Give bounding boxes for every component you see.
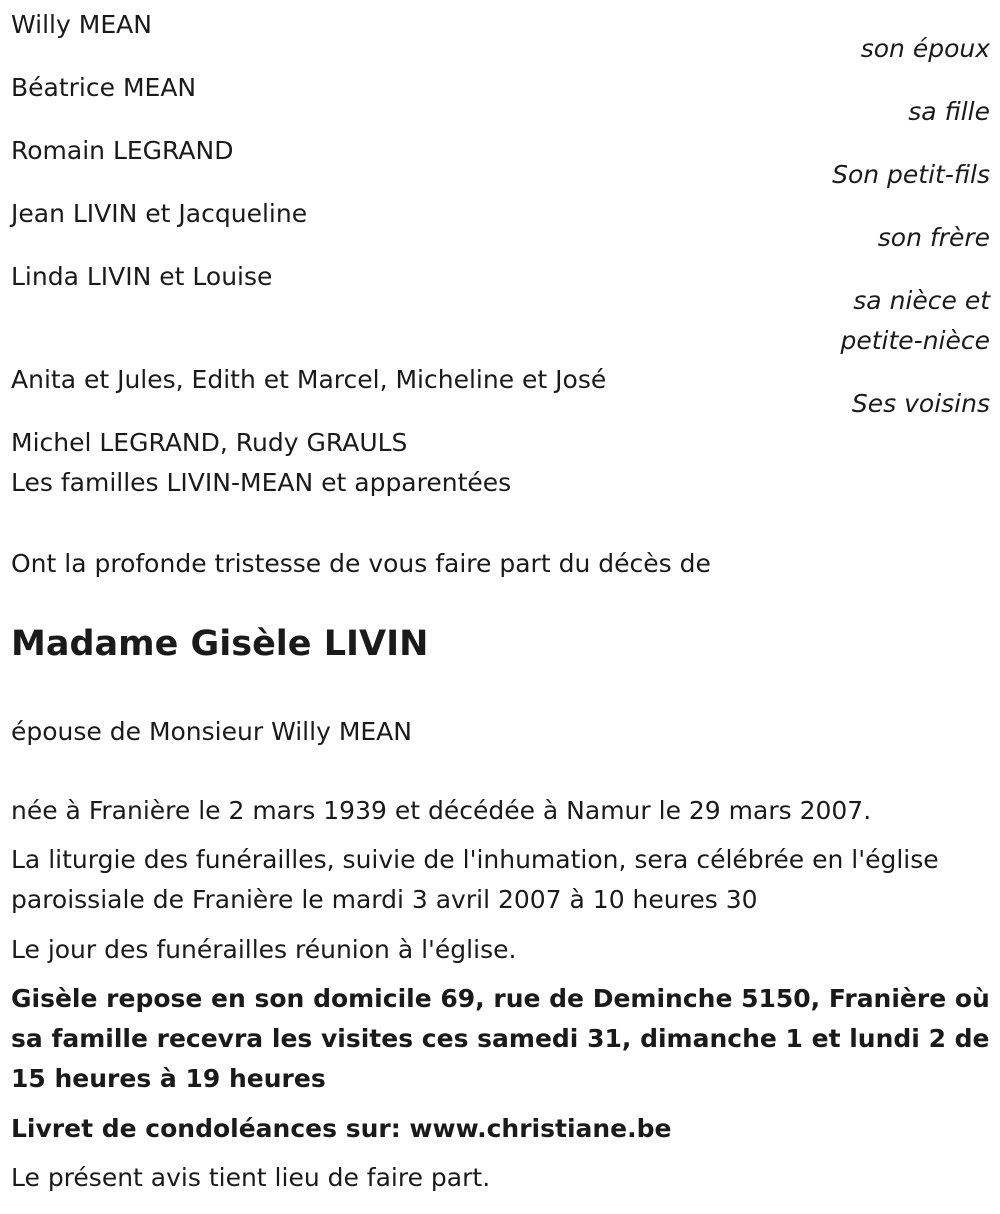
family-name-3: Romain LEGRAND [11,136,234,165]
family-name-1: Willy MEAN [11,10,152,39]
spouse-line: épouse de Monsieur Willy MEAN [11,717,412,746]
relation-5-line-1: sa nièce et [853,286,990,315]
meeting: Le jour des funérailles réunion à l'église. [11,935,517,964]
birth-death: née à Franière le 2 mars 1939 et décédée à Namur le 29 mars 2007. [11,796,872,825]
relation-2: sa fille [908,97,990,126]
family-name-8: Les familles LIVIN-MEAN et apparentées [11,468,512,497]
relation-5-line-2: petite-nièce [840,326,990,355]
family-name-2: Béatrice MEAN [11,73,197,102]
announcement: Ont la profonde tristesse de vous faire part du décès de [11,549,711,578]
liturgy: La liturgie des funérailles, suivie de l'inhumation, sera célébrée en l'église paroissiale de Franière le mardi 3 avril 2007 à 10 heures 30 [11,845,939,914]
family-name-5: Linda LIVIN et Louise [11,262,273,291]
family-name-6: Anita et Jules, Edith et Marcel, Micheline et José [11,365,607,394]
relation-3: Son petit-fils [832,160,990,189]
family-name-4: Jean LIVIN et Jacqueline [11,199,308,228]
notice: Le présent avis tient lieu de faire part. [11,1163,491,1192]
condolences: Livret de condoléances sur: www.christiane.be [11,1114,672,1143]
deceased-name: Madame Gisèle LIVIN [11,624,429,664]
family-name-7: Michel LEGRAND, Rudy GRAULS [11,428,408,457]
relation-4: son frère [877,223,990,252]
relation-6: Ses voisins [851,389,990,418]
visitation: Gisèle repose en son domicile 69, rue de Deminche 5150, Franière où sa famille recevra les visites ces samedi 31, dimanche 1 et lundi 2 de 15 heures à 19 heures [11,984,990,1093]
relation-1: son époux [860,34,990,63]
